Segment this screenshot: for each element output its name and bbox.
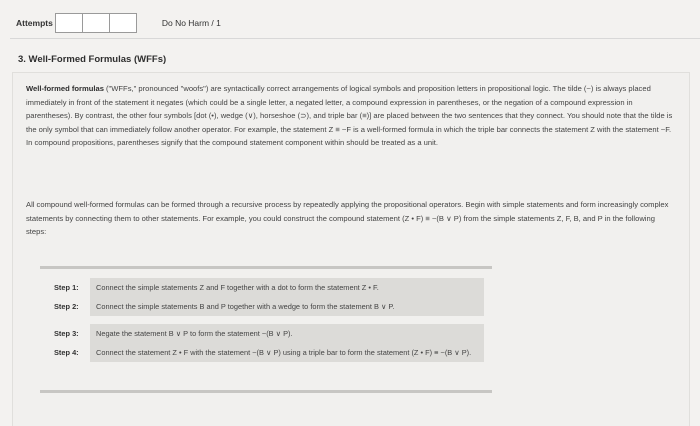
attempt-box-1 [55, 13, 83, 33]
step-label: Step 4: [48, 343, 90, 362]
step-text: Connect the simple statements Z and F together with a dot to form the statement Z • F. [90, 278, 484, 297]
steps-top-rule [40, 266, 492, 269]
step-text: Connect the simple statements B and P together with a wedge to form the statement B ∨ P. [90, 297, 484, 316]
step-row [48, 343, 484, 362]
step-row [48, 324, 484, 343]
step-text: Negate the statement B ∨ P to form the statement ~(B ∨ P). [90, 324, 484, 343]
construction-paragraph: All compound well-formed formulas can be formed through a recursive process by repeatedly applying the propositional operators. Begin with simple statements and form increasingly complex statements by connecting them to other statements. For example, you could construct the compound statement (Z • F) ≡ ~(B ∨ P) from the simple statements Z, F, B, and P in the following steps: [26, 200, 669, 237]
intro-term: Well-formed formulas [26, 84, 104, 93]
step-row [48, 278, 484, 297]
step-text: Connect the statement Z • F with the statement ~(B ∨ P) using a triple bar to form the statement (Z • F) ≡ ~(B ∨ P). [90, 343, 484, 362]
step-label: Step 3: [48, 324, 90, 343]
attempt-box-2 [82, 13, 110, 33]
step-label: Step 1: [48, 278, 90, 297]
step-label: Step 2: [48, 297, 90, 316]
attempts-row [16, 12, 696, 34]
attempt-indicators [55, 13, 136, 33]
score-label: Do No Harm / 1 [161, 18, 221, 28]
intro-text: ("WFFs," pronounced "woofs") are syntactically correct arrangements of logical symbols and proposition letters in propositional logic. The tilde (~) is always placed immediately in front of the statement it negates (which could be a single letter, a negated letter, a compound expression in parentheses, or the negation of a compound expression in parentheses). By contrast, the other four symbols [dot (•), wedge (∨), horseshoe (⊃), and triple bar (≡)] are placed between the two sentences that they connect. You should note that the tilde is the only symbol that can immediately follow another operator. For example, the statement Z ≡ ~F is a well-formed formula in which the triple bar connects the statement Z with the statement ~F. In compound propositions, parentheses signify that the compound statement component within should be treated as a unit. [26, 84, 673, 148]
steps-bottom-rule [40, 390, 492, 393]
intro-paragraph [26, 82, 676, 150]
attempt-box-3 [109, 13, 137, 33]
steps-panel [40, 266, 492, 394]
header-divider [10, 38, 700, 39]
section-title: 3. Well-Formed Formulas (WFFs) [18, 54, 167, 65]
attempts-label: Attempts [16, 18, 53, 28]
steps-table [48, 278, 484, 362]
step-row [48, 297, 484, 316]
